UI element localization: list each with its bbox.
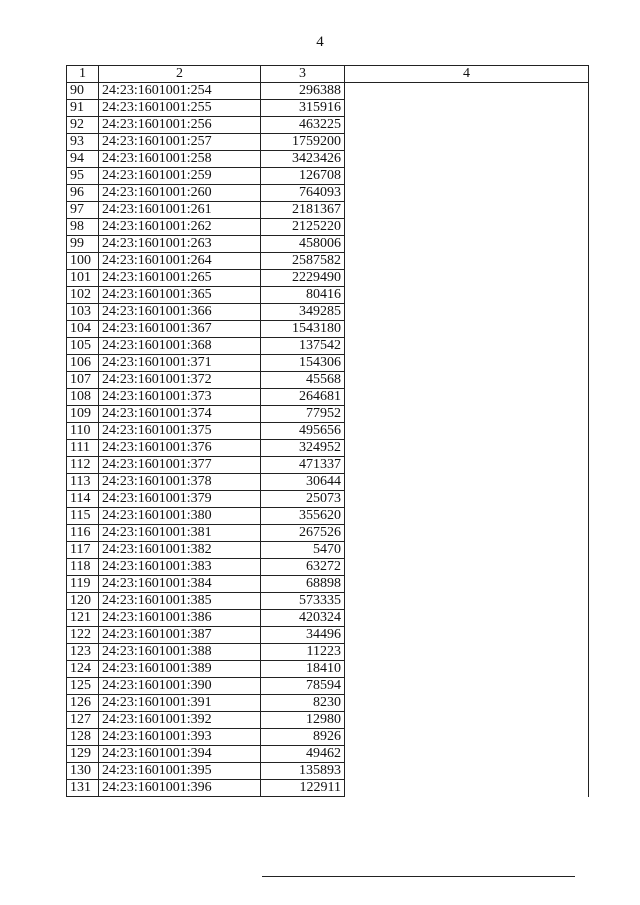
notes-cell: [345, 780, 589, 797]
table-row: [67, 780, 589, 797]
notes-cell: [345, 100, 589, 117]
footer-rule: [262, 876, 575, 877]
cadastral-number-cell: 24:23:1601001:258: [99, 151, 261, 168]
value-cell: 2229490: [261, 270, 345, 287]
notes-cell: [345, 304, 589, 321]
table-row: [67, 100, 589, 117]
notes-cell: [345, 542, 589, 559]
page-number: 4: [316, 34, 324, 50]
table-row: [67, 644, 589, 661]
notes-cell: [345, 712, 589, 729]
table-row: [67, 117, 589, 134]
value-cell: 458006: [261, 236, 345, 253]
table-row: [67, 559, 589, 576]
cadastral-number-cell: 24:23:1601001:392: [99, 712, 261, 729]
notes-cell: [345, 610, 589, 627]
value-cell: 573335: [261, 593, 345, 610]
value-cell: 8230: [261, 695, 345, 712]
value-cell: 2587582: [261, 253, 345, 270]
value-cell: 126708: [261, 168, 345, 185]
row-number-cell: 108: [67, 389, 99, 406]
value-cell: 11223: [261, 644, 345, 661]
table-row: [67, 678, 589, 695]
table-row: [67, 287, 589, 304]
cadastral-number-cell: 24:23:1601001:373: [99, 389, 261, 406]
table-row: [67, 168, 589, 185]
row-number-cell: 117: [67, 542, 99, 559]
cadastral-number-cell: 24:23:1601001:395: [99, 763, 261, 780]
row-number-cell: 129: [67, 746, 99, 763]
table-row: [67, 627, 589, 644]
notes-cell: [345, 236, 589, 253]
cadastral-number-cell: 24:23:1601001:382: [99, 542, 261, 559]
cadastral-number-cell: 24:23:1601001:396: [99, 780, 261, 797]
row-number-cell: 90: [67, 83, 99, 100]
value-cell: 3423426: [261, 151, 345, 168]
value-cell: 122911: [261, 780, 345, 797]
cadastral-number-cell: 24:23:1601001:374: [99, 406, 261, 423]
cadastral-number-cell: 24:23:1601001:371: [99, 355, 261, 372]
row-number-cell: 111: [67, 440, 99, 457]
value-cell: 45568: [261, 372, 345, 389]
value-cell: 25073: [261, 491, 345, 508]
value-cell: 296388: [261, 83, 345, 100]
table-row: [67, 457, 589, 474]
table-row: [67, 593, 589, 610]
table-row: [67, 508, 589, 525]
notes-cell: [345, 372, 589, 389]
row-number-cell: 105: [67, 338, 99, 355]
value-cell: 80416: [261, 287, 345, 304]
header-col-2: 2: [99, 66, 261, 83]
table-row: [67, 202, 589, 219]
row-number-cell: 118: [67, 559, 99, 576]
notes-cell: [345, 185, 589, 202]
row-number-cell: 113: [67, 474, 99, 491]
row-number-cell: 122: [67, 627, 99, 644]
row-number-cell: 125: [67, 678, 99, 695]
notes-cell: [345, 440, 589, 457]
cadastral-number-cell: 24:23:1601001:379: [99, 491, 261, 508]
cadastral-number-cell: 24:23:1601001:367: [99, 321, 261, 338]
notes-cell: [345, 151, 589, 168]
notes-cell: [345, 117, 589, 134]
table-row: [67, 423, 589, 440]
cadastral-number-cell: 24:23:1601001:265: [99, 270, 261, 287]
cadastral-number-cell: 24:23:1601001:384: [99, 576, 261, 593]
cadastral-number-cell: 24:23:1601001:386: [99, 610, 261, 627]
row-number-cell: 120: [67, 593, 99, 610]
value-cell: 77952: [261, 406, 345, 423]
cadastral-number-cell: 24:23:1601001:256: [99, 117, 261, 134]
cadastral-number-cell: 24:23:1601001:257: [99, 134, 261, 151]
notes-cell: [345, 627, 589, 644]
row-number-cell: 101: [67, 270, 99, 287]
table-row: [67, 185, 589, 202]
cadastral-number-cell: 24:23:1601001:261: [99, 202, 261, 219]
row-number-cell: 97: [67, 202, 99, 219]
cadastral-number-cell: 24:23:1601001:378: [99, 474, 261, 491]
table-row: [67, 134, 589, 151]
value-cell: 349285: [261, 304, 345, 321]
notes-cell: [345, 508, 589, 525]
table-row: [67, 389, 589, 406]
table-row: [67, 355, 589, 372]
cadastral-number-cell: 24:23:1601001:260: [99, 185, 261, 202]
value-cell: 463225: [261, 117, 345, 134]
value-cell: 63272: [261, 559, 345, 576]
table-row: [67, 253, 589, 270]
row-number-cell: 96: [67, 185, 99, 202]
notes-cell: [345, 134, 589, 151]
notes-cell: [345, 406, 589, 423]
notes-cell: [345, 253, 589, 270]
row-number-cell: 123: [67, 644, 99, 661]
value-cell: 68898: [261, 576, 345, 593]
table-row: [67, 576, 589, 593]
row-number-cell: 131: [67, 780, 99, 797]
cadastral-number-cell: 24:23:1601001:390: [99, 678, 261, 695]
table-row: [67, 746, 589, 763]
value-cell: 12980: [261, 712, 345, 729]
cadastral-number-cell: 24:23:1601001:387: [99, 627, 261, 644]
value-cell: 315916: [261, 100, 345, 117]
cadastral-number-cell: 24:23:1601001:388: [99, 644, 261, 661]
notes-cell: [345, 355, 589, 372]
header-col-3: 3: [261, 66, 345, 83]
cadastral-number-cell: 24:23:1601001:385: [99, 593, 261, 610]
value-cell: 30644: [261, 474, 345, 491]
cadastral-number-cell: 24:23:1601001:380: [99, 508, 261, 525]
table-row: [67, 219, 589, 236]
table-body: [67, 83, 589, 797]
notes-cell: [345, 338, 589, 355]
cadastral-number-cell: 24:23:1601001:368: [99, 338, 261, 355]
value-cell: 8926: [261, 729, 345, 746]
row-number-cell: 107: [67, 372, 99, 389]
notes-cell: [345, 491, 589, 508]
row-number-cell: 112: [67, 457, 99, 474]
table-row: [67, 474, 589, 491]
row-number-cell: 119: [67, 576, 99, 593]
row-number-cell: 121: [67, 610, 99, 627]
value-cell: 2181367: [261, 202, 345, 219]
table-row: [67, 661, 589, 678]
value-cell: 495656: [261, 423, 345, 440]
notes-cell: [345, 321, 589, 338]
row-number-cell: 106: [67, 355, 99, 372]
table-header: [67, 66, 589, 83]
cadastral-number-cell: 24:23:1601001:381: [99, 525, 261, 542]
notes-cell: [345, 287, 589, 304]
row-number-cell: 104: [67, 321, 99, 338]
notes-cell: [345, 270, 589, 287]
row-number-cell: 128: [67, 729, 99, 746]
table-row: [67, 763, 589, 780]
table-row: [67, 729, 589, 746]
value-cell: 1759200: [261, 134, 345, 151]
header-col-1: 1: [67, 66, 99, 83]
notes-cell: [345, 389, 589, 406]
value-cell: 267526: [261, 525, 345, 542]
cadastral-number-cell: 24:23:1601001:254: [99, 83, 261, 100]
cadastral-number-cell: 24:23:1601001:255: [99, 100, 261, 117]
table-row: [67, 406, 589, 423]
table-row: [67, 491, 589, 508]
notes-cell: [345, 202, 589, 219]
table-row: [67, 236, 589, 253]
cadastral-number-cell: 24:23:1601001:383: [99, 559, 261, 576]
value-cell: 264681: [261, 389, 345, 406]
notes-cell: [345, 83, 589, 100]
value-cell: 5470: [261, 542, 345, 559]
value-cell: 324952: [261, 440, 345, 457]
notes-cell: [345, 729, 589, 746]
row-number-cell: 114: [67, 491, 99, 508]
value-cell: 2125220: [261, 219, 345, 236]
row-number-cell: 100: [67, 253, 99, 270]
cadastral-number-cell: 24:23:1601001:263: [99, 236, 261, 253]
cadastral-number-cell: 24:23:1601001:259: [99, 168, 261, 185]
notes-cell: [345, 168, 589, 185]
cadastral-number-cell: 24:23:1601001:375: [99, 423, 261, 440]
notes-cell: [345, 457, 589, 474]
table-row: [67, 695, 589, 712]
notes-cell: [345, 576, 589, 593]
cadastral-number-cell: 24:23:1601001:377: [99, 457, 261, 474]
cadastral-number-cell: 24:23:1601001:366: [99, 304, 261, 321]
table-row: [67, 440, 589, 457]
row-number-cell: 99: [67, 236, 99, 253]
value-cell: 154306: [261, 355, 345, 372]
notes-cell: [345, 525, 589, 542]
notes-cell: [345, 474, 589, 491]
row-number-cell: 93: [67, 134, 99, 151]
row-number-cell: 110: [67, 423, 99, 440]
table-row: [67, 151, 589, 168]
value-cell: 49462: [261, 746, 345, 763]
cadastral-table: [66, 65, 589, 797]
row-number-cell: 95: [67, 168, 99, 185]
notes-cell: [345, 593, 589, 610]
row-number-cell: 92: [67, 117, 99, 134]
row-number-cell: 98: [67, 219, 99, 236]
notes-cell: [345, 644, 589, 661]
cadastral-number-cell: 24:23:1601001:365: [99, 287, 261, 304]
value-cell: 764093: [261, 185, 345, 202]
value-cell: 18410: [261, 661, 345, 678]
row-number-cell: 124: [67, 661, 99, 678]
notes-cell: [345, 559, 589, 576]
table-row: [67, 525, 589, 542]
notes-cell: [345, 423, 589, 440]
notes-cell: [345, 661, 589, 678]
cadastral-number-cell: 24:23:1601001:376: [99, 440, 261, 457]
notes-cell: [345, 746, 589, 763]
value-cell: 1543180: [261, 321, 345, 338]
row-number-cell: 91: [67, 100, 99, 117]
row-number-cell: 102: [67, 287, 99, 304]
cadastral-number-cell: 24:23:1601001:394: [99, 746, 261, 763]
value-cell: 420324: [261, 610, 345, 627]
cadastral-number-cell: 24:23:1601001:389: [99, 661, 261, 678]
row-number-cell: 127: [67, 712, 99, 729]
cadastral-number-cell: 24:23:1601001:262: [99, 219, 261, 236]
table-row: [67, 270, 589, 287]
table-row: [67, 83, 589, 100]
table-row: [67, 338, 589, 355]
cadastral-number-cell: 24:23:1601001:393: [99, 729, 261, 746]
row-number-cell: 130: [67, 763, 99, 780]
table-row: [67, 610, 589, 627]
notes-cell: [345, 219, 589, 236]
cadastral-number-cell: 24:23:1601001:391: [99, 695, 261, 712]
notes-cell: [345, 763, 589, 780]
table-row: [67, 712, 589, 729]
value-cell: 135893: [261, 763, 345, 780]
header-row: [67, 66, 589, 83]
table-row: [67, 304, 589, 321]
table-row: [67, 321, 589, 338]
row-number-cell: 109: [67, 406, 99, 423]
table-row: [67, 542, 589, 559]
row-number-cell: 115: [67, 508, 99, 525]
row-number-cell: 103: [67, 304, 99, 321]
notes-cell: [345, 678, 589, 695]
value-cell: 355620: [261, 508, 345, 525]
value-cell: 34496: [261, 627, 345, 644]
row-number-cell: 126: [67, 695, 99, 712]
value-cell: 137542: [261, 338, 345, 355]
value-cell: 78594: [261, 678, 345, 695]
row-number-cell: 94: [67, 151, 99, 168]
cadastral-number-cell: 24:23:1601001:264: [99, 253, 261, 270]
header-col-4: 4: [345, 66, 589, 83]
table-row: [67, 372, 589, 389]
cadastral-number-cell: 24:23:1601001:372: [99, 372, 261, 389]
notes-cell: [345, 695, 589, 712]
row-number-cell: 116: [67, 525, 99, 542]
value-cell: 471337: [261, 457, 345, 474]
